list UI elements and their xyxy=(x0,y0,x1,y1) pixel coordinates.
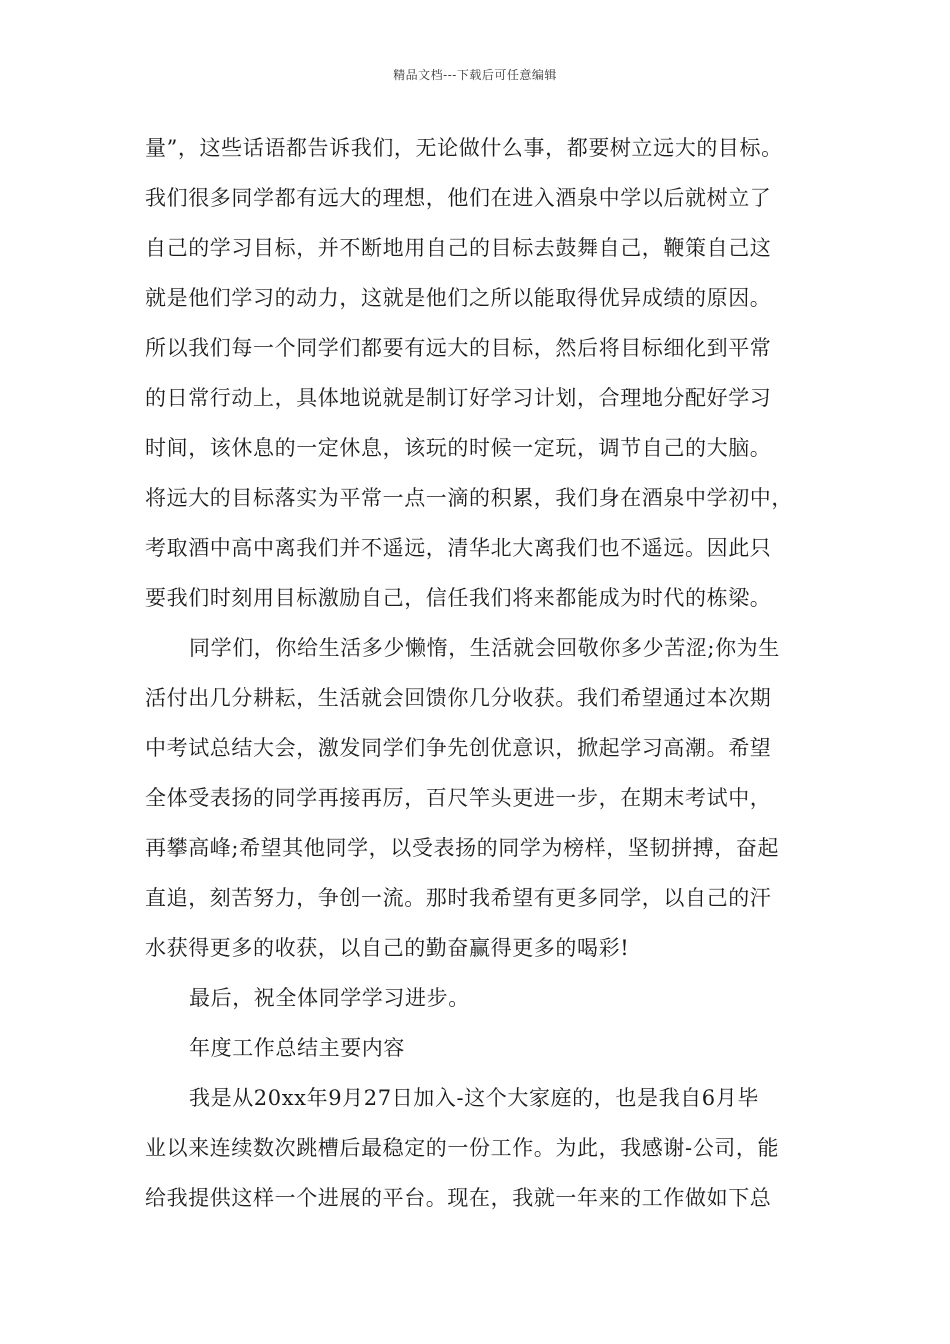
paragraph-start-line: 同学们，你给生活多少懒惰，生活就会回敬你多少苦涩;你为生 xyxy=(189,636,780,660)
text-line: 全体受表扬的同学再接再厉，百尺竿头更进一步，在期末考试中， xyxy=(145,786,772,810)
text-line: 给我提供这样一个进展的平台。现在，我就一年来的工作做如下总 xyxy=(145,1186,772,1210)
text-line: 活付出几分耕耘，生活就会回馈你几分收获。我们希望通过本次期 xyxy=(145,686,772,710)
text-line: 我们很多同学都有远大的理想，他们在进入酒泉中学以后就树立了 xyxy=(145,186,772,210)
document-body xyxy=(145,130,835,1230)
text-line: 的日常行动上，具体地说就是制订好学习计划，合理地分配好学习 xyxy=(145,386,772,410)
text-line: 自己的学习目标，并不断地用自己的目标去鼓舞自己，鞭策自己这 xyxy=(145,236,772,260)
text-line: 将远大的目标落实为平常一点一滴的积累，我们身在酒泉中学初中， xyxy=(145,486,793,510)
text-line: 中考试总结大会，激发同学们争先创优意识，掀起学习高潮。希望 xyxy=(145,736,772,760)
closing-line: 最后，祝全体同学学习进步。 xyxy=(189,986,470,1010)
text-line: 要我们时刻用目标激励自己，信任我们将来都能成为时代的栋梁。 xyxy=(145,586,772,610)
text-line: 量”，这些话语都告诉我们，无论做什么事，都要树立远大的目标。 xyxy=(145,136,783,160)
text-line: 水获得更多的收获，以自己的勤奋赢得更多的喝彩! xyxy=(145,936,630,960)
text-line: 所以我们每一个同学们都要有远大的目标，然后将目标细化到平常 xyxy=(145,336,772,360)
text-line: 就是他们学习的动力，这就是他们之所以能取得优异成绩的原因。 xyxy=(145,286,772,310)
section-heading: 年度工作总结主要内容 xyxy=(189,1036,405,1060)
text-line: 业以来连续数次跳槽后最稳定的一份工作。为此，我感谢-公司，能 xyxy=(145,1136,780,1160)
text-line: 再攀高峰;希望其他同学，以受表扬的同学为榜样，坚韧拼搏，奋起 xyxy=(145,836,780,860)
page-header: 精品文档---下载后可任意编辑 xyxy=(393,68,557,82)
paragraph-start-line: 我是从20xx年9月27日加入-这个大家庭的，也是我自6月毕 xyxy=(189,1086,759,1110)
text-line: 直追，刻苦努力，争创一流。那时我希望有更多同学，以自己的汗 xyxy=(145,886,772,910)
text-line: 时间，该休息的一定休息，该玩的时候一定玩，调节自己的大脑。 xyxy=(145,436,772,460)
text-line: 考取酒中高中离我们并不遥远，清华北大离我们也不遥远。因此只 xyxy=(145,536,772,560)
